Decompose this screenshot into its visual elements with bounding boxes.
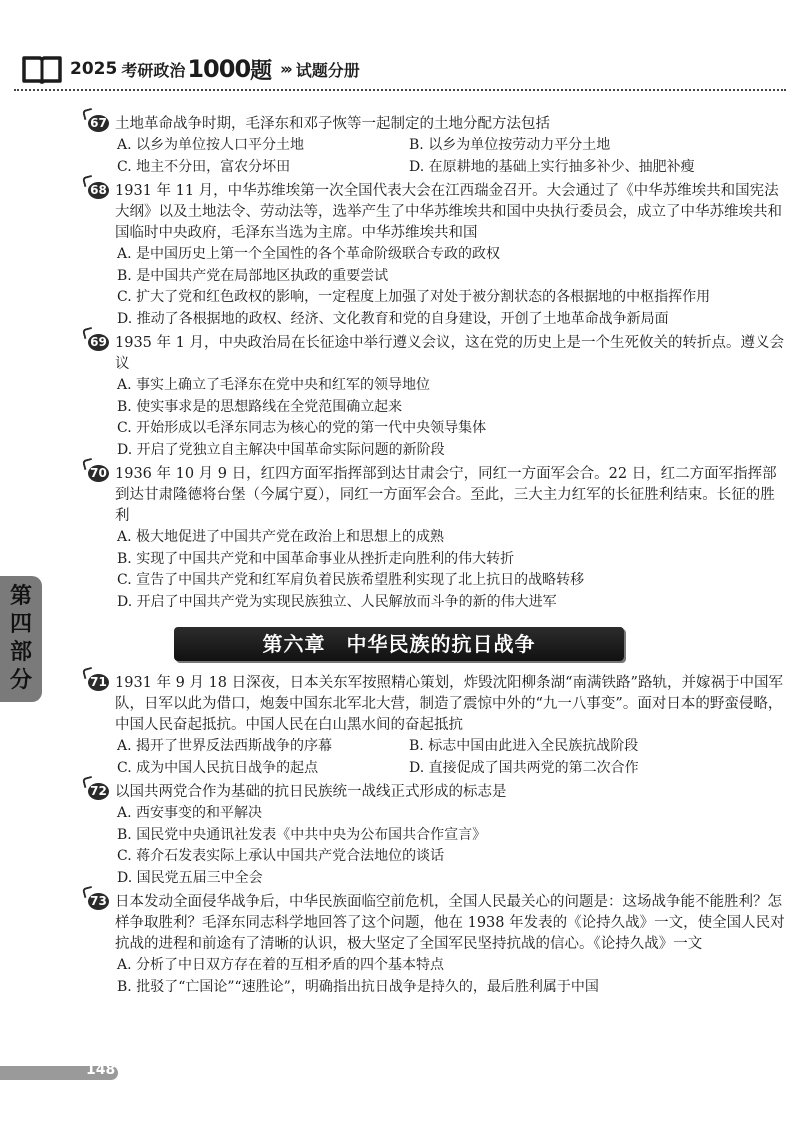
header-subtitle: 试题分册 bbox=[295, 60, 360, 80]
question-stem: 日本发动全面侵华战争后，中华民族面临空前危机，全国人民最关心的问题是：这场战争能不能胜利？怎样争取胜利？毛泽东同志科学地回答了这个问题，他在 1938 年发表的《论持久战》一文，使全国人民对抗战的进程和前途有了清晰的认识，极大坚定了全国军民坚持抗战的信心。《论持久战》一文 bbox=[115, 894, 785, 952]
answer-option: D. 推动了各根据地的政权、经济、文化教育和党的自身建设，开创了土地革命战争新局面 bbox=[117, 310, 669, 327]
question-number-badge: 73 bbox=[88, 893, 109, 910]
header-ti: 题 bbox=[250, 58, 273, 84]
side-tab-char: 第 bbox=[9, 584, 32, 609]
answer-option: D. 开启了党独立自主解决中国革命实际问题的新阶段 bbox=[117, 441, 445, 458]
side-tab-char: 分 bbox=[9, 668, 32, 693]
answer-option: B. 以乡为单位按劳动力平分土地 bbox=[409, 137, 611, 153]
answer-options bbox=[115, 955, 788, 998]
question-item bbox=[88, 892, 788, 998]
answer-options bbox=[115, 375, 788, 461]
answer-option: D. 开启了中国共产党为实现民族独立、人民解放而斗争的新的伟大进军 bbox=[117, 593, 557, 610]
question-number-badge: 72 bbox=[88, 783, 109, 800]
answer-option: C. 宣告了中国共产党和红军肩负着民族希望胜利实现了北上抗日的战略转移 bbox=[117, 572, 585, 588]
answer-option: C. 地主不分田，富农分坏田 bbox=[117, 158, 291, 175]
answer-option: B. 国民党中央通讯社发表《中共中央为公布国共合作宣言》 bbox=[117, 826, 487, 843]
part-side-tab bbox=[0, 576, 42, 702]
answer-options bbox=[115, 527, 788, 613]
question-item bbox=[88, 114, 788, 178]
answer-option: C. 开始形成以毛泽东同志为核心的党的第一代中央领导集体 bbox=[117, 420, 487, 436]
answer-options bbox=[115, 135, 788, 178]
question-item bbox=[88, 333, 788, 461]
side-tab-char: 四 bbox=[9, 612, 32, 637]
question-stem: 1931 年 9 月 18 日深夜，日本关东军按照精心策划，炸毁沈阳柳条湖“南满铁路”路轨，并嫁祸于中国军队，日军以此为借口，炮轰中国东北军北大营，制造了震惊中外的“九一八事变”。面对日本的野蛮侵略，中国人民奋起抵抗。中国人民在白山黑水间的奋起抵抗 bbox=[115, 675, 783, 733]
chapter-title: 第六章 中华民族的抗日战争 bbox=[174, 627, 624, 661]
answer-option: A. 极大地促进了中国共产党在政治上和思想上的成熟 bbox=[117, 529, 445, 545]
question-list-a bbox=[88, 114, 788, 613]
answer-option: A. 事实上确立了毛泽东在党中央和红军的领导地位 bbox=[117, 377, 431, 393]
answer-option: B. 批驳了“亡国论”“速胜论”，明确指出抗日战争是持久的，最后胜利属于中国 bbox=[117, 978, 599, 995]
answer-option: B. 标志中国由此进入全民族抗战阶段 bbox=[409, 738, 639, 754]
question-list-b bbox=[88, 673, 788, 998]
question-number-badge: 69 bbox=[88, 334, 109, 351]
question-number-badge: 68 bbox=[88, 182, 109, 199]
answer-option: A. 分析了中日双方存在着的互相矛盾的四个基本特点 bbox=[117, 957, 445, 973]
running-header bbox=[22, 52, 360, 86]
answer-options bbox=[115, 736, 788, 779]
answer-option: C. 扩大了党和红色政权的影响，一定程度上加强了对处于被分割状态的各根据地的中枢指挥作用 bbox=[117, 289, 711, 305]
question-item bbox=[88, 464, 788, 613]
header-subject: 考研政治 bbox=[121, 60, 186, 80]
answer-option: C. 蒋介石发表实际上承认中国共产党合法地位的谈话 bbox=[117, 848, 445, 864]
answer-option: A. 是中国历史上第一个全国性的各个革命阶级联合专政的政权 bbox=[117, 246, 501, 262]
question-stem: 1935 年 1 月，中央政治局在长征途中举行遵义会议，这在党的历史上是一个生死攸关的转折点。遵义会议 bbox=[115, 335, 784, 372]
answer-options bbox=[115, 803, 788, 889]
open-book-icon bbox=[22, 54, 62, 84]
page-content bbox=[88, 114, 788, 1001]
answer-option: B. 是中国共产党在局部地区执政的重要尝试 bbox=[117, 267, 389, 284]
header-count: 1000 bbox=[187, 55, 251, 83]
answer-option: B. 使实事求是的思想路线在全党范围确立起来 bbox=[117, 398, 403, 415]
question-number-badge: 67 bbox=[88, 115, 109, 132]
header-divider bbox=[14, 89, 786, 91]
answer-option: C. 成为中国人民抗日战争的起点 bbox=[117, 759, 319, 776]
question-number-badge: 70 bbox=[88, 465, 109, 482]
page-number: 148 bbox=[86, 1062, 116, 1078]
answer-option: A. 以乡为单位按人口平分土地 bbox=[117, 137, 305, 153]
question-item bbox=[88, 782, 788, 889]
answer-option: D. 直接促成了国共两党的第二次合作 bbox=[409, 759, 639, 776]
question-number-badge: 71 bbox=[88, 674, 109, 691]
header-arrows-icon: ››› bbox=[280, 60, 290, 78]
question-item bbox=[88, 181, 788, 330]
question-stem: 土地革命战争时期，毛泽东和邓子恢等一起制定的土地分配方法包括 bbox=[115, 116, 550, 132]
answer-option: A. 揭开了世界反法西斯战争的序幕 bbox=[117, 738, 333, 754]
answer-option: D. 在原耕地的基础上实行抽多补少、抽肥补瘦 bbox=[409, 158, 695, 175]
answer-option: D. 国民党五届三中全会 bbox=[117, 869, 263, 886]
answer-option: A. 西安事变的和平解决 bbox=[117, 805, 263, 821]
side-tab-char: 部 bbox=[9, 640, 32, 665]
answer-options bbox=[115, 244, 788, 330]
question-stem: 1936 年 10 月 9 日，红四方面军指挥部到达甘肃会宁，同红一方面军会合。22 日，红二方面军指挥部到达甘肃隆德将台堡（今属宁夏），同红一方面军会合。至此，三大主力红军的长征胜利结束。长征的胜利 bbox=[115, 466, 777, 524]
question-item bbox=[88, 673, 788, 779]
header-year: 2025 bbox=[70, 59, 118, 79]
question-stem: 1931 年 11 月，中华苏维埃第一次全国代表大会在江西瑞金召开。大会通过了《中华苏维埃共和国宪法大纲》以及土地法令、劳动法等，选举产生了中华苏维埃共和国中央执行委员会，成立了中华苏维埃共和国临时中央政府，毛泽东当选为主席。中华苏维埃共和国 bbox=[115, 183, 782, 241]
answer-option: B. 实现了中国共产党和中国革命事业从挫折走向胜利的伟大转折 bbox=[117, 550, 515, 567]
question-stem: 以国共两党合作为基础的抗日民族统一战线正式形成的标志是 bbox=[115, 784, 507, 800]
